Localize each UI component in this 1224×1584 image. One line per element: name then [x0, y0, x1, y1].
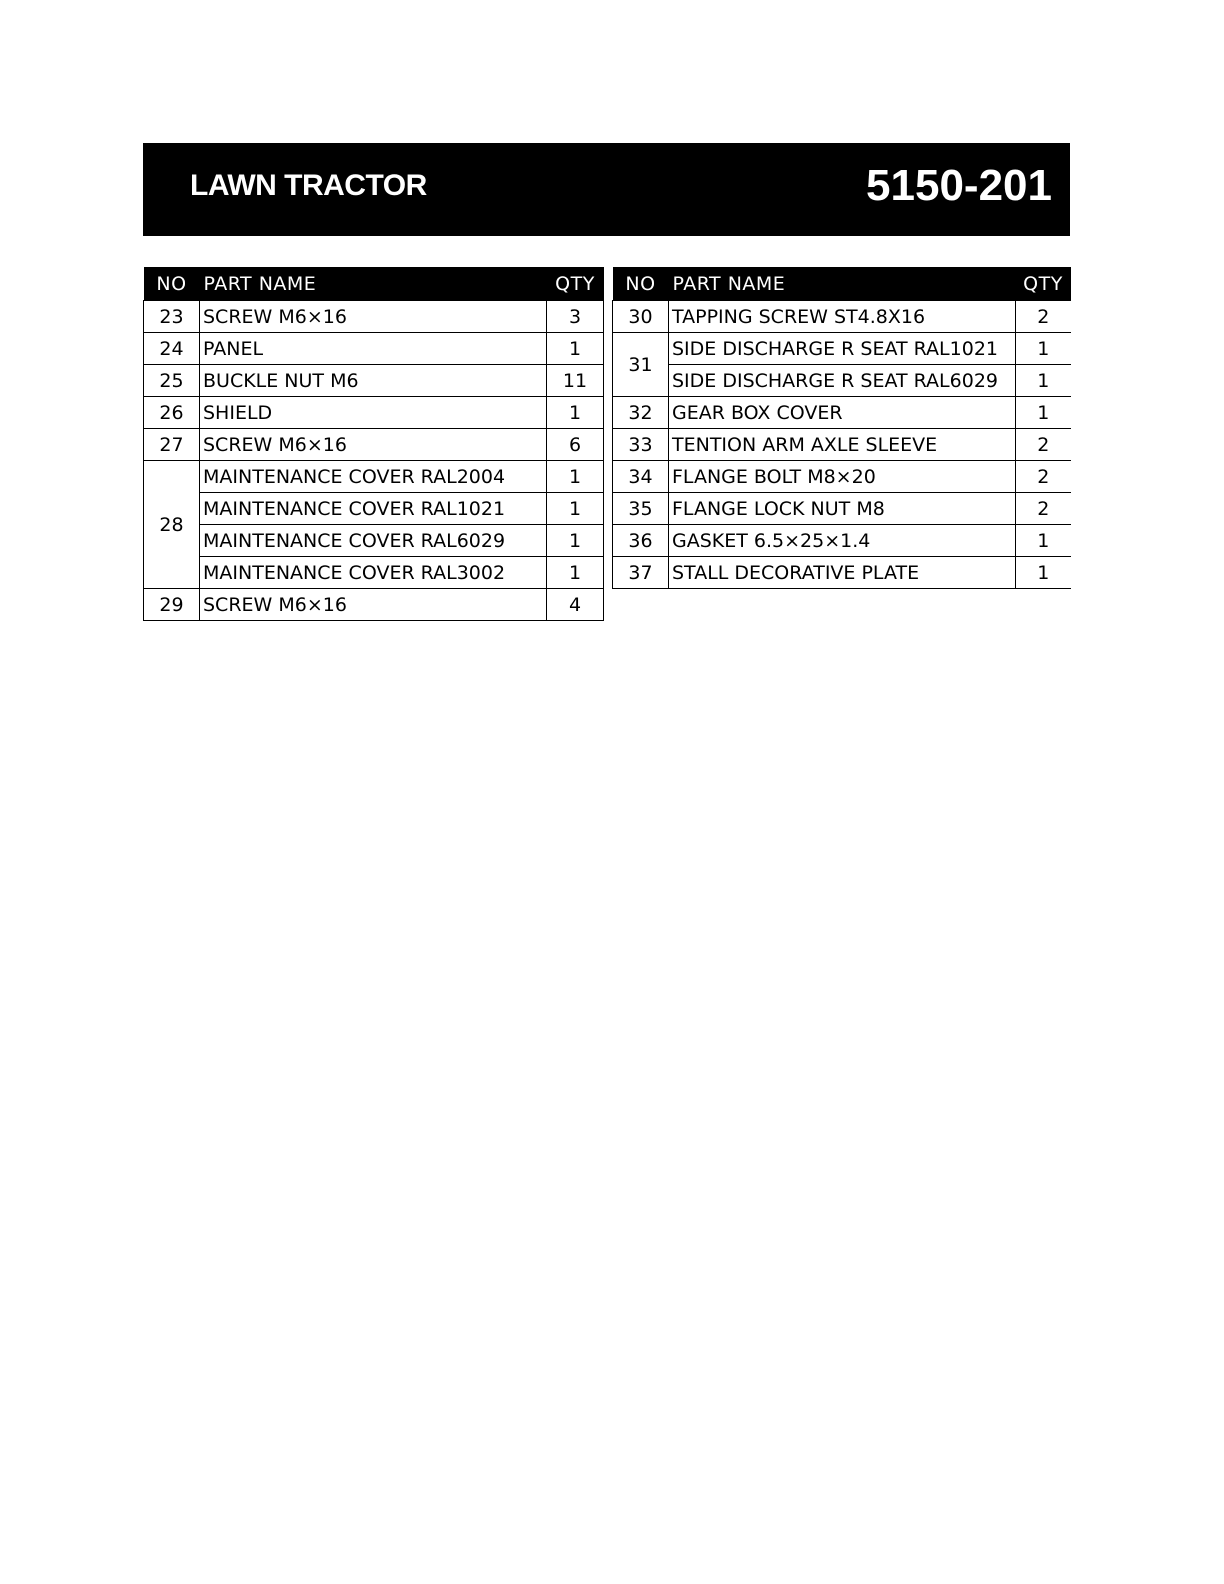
table-row	[613, 365, 1071, 397]
table-row	[613, 429, 1071, 461]
table-header-row	[144, 267, 604, 301]
part-qty: 6	[547, 429, 604, 461]
part-number: 31	[613, 333, 669, 397]
table-row	[144, 429, 604, 461]
part-name: SCREW M6×16	[200, 429, 547, 461]
model-code: 5150-201	[866, 161, 1052, 210]
table-row	[144, 333, 604, 365]
table-row	[613, 461, 1071, 493]
table-header-row	[613, 267, 1071, 301]
part-name: SCREW M6×16	[200, 589, 547, 621]
table-row	[144, 301, 604, 333]
table-row	[144, 365, 604, 397]
table-row	[613, 333, 1071, 365]
part-name: GEAR BOX COVER	[669, 397, 1016, 429]
part-name: PANEL	[200, 333, 547, 365]
part-name: MAINTENANCE COVER RAL2004	[200, 461, 547, 493]
part-name: SIDE DISCHARGE R SEAT RAL1021	[669, 333, 1016, 365]
part-qty: 1	[547, 525, 604, 557]
column-header-qty: QTY	[547, 267, 604, 301]
part-name: FLANGE LOCK NUT M8	[669, 493, 1016, 525]
part-qty: 1	[1016, 333, 1071, 365]
part-name: STALL DECORATIVE PLATE	[669, 557, 1016, 589]
part-qty: 2	[1016, 493, 1071, 525]
part-name: MAINTENANCE COVER RAL6029	[200, 525, 547, 557]
part-qty: 2	[1016, 429, 1071, 461]
part-qty: 1	[1016, 525, 1071, 557]
column-header-no: NO	[144, 267, 200, 301]
page-title: LAWN TRACTOR	[190, 169, 427, 202]
part-number: 36	[613, 525, 669, 557]
part-number: 30	[613, 301, 669, 333]
parts-table-left	[143, 267, 604, 621]
part-qty: 11	[547, 365, 604, 397]
column-header-no: NO	[613, 267, 669, 301]
header-bar	[143, 143, 1070, 236]
part-number: 32	[613, 397, 669, 429]
part-qty: 3	[547, 301, 604, 333]
part-qty: 1	[547, 333, 604, 365]
part-number: 26	[144, 397, 200, 429]
table-row	[144, 525, 604, 557]
part-name: SCREW M6×16	[200, 301, 547, 333]
table-row	[144, 493, 604, 525]
table-row	[144, 589, 604, 621]
column-header-qty: QTY	[1016, 267, 1071, 301]
part-name: BUCKLE NUT M6	[200, 365, 547, 397]
part-qty: 1	[547, 461, 604, 493]
part-number: 27	[144, 429, 200, 461]
part-number: 37	[613, 557, 669, 589]
part-number: 24	[144, 333, 200, 365]
table-row	[144, 397, 604, 429]
part-qty: 1	[1016, 365, 1071, 397]
part-qty: 1	[547, 557, 604, 589]
part-number: 33	[613, 429, 669, 461]
part-qty: 1	[1016, 557, 1071, 589]
part-number: 23	[144, 301, 200, 333]
part-name: SHIELD	[200, 397, 547, 429]
part-number: 34	[613, 461, 669, 493]
column-header-part-name: PART NAME	[669, 267, 1016, 301]
table-row	[613, 397, 1071, 429]
part-number: 35	[613, 493, 669, 525]
part-name: SIDE DISCHARGE R SEAT RAL6029	[669, 365, 1016, 397]
table-row	[613, 557, 1071, 589]
part-name: TAPPING SCREW ST4.8X16	[669, 301, 1016, 333]
table-row	[144, 461, 604, 493]
part-name: GASKET 6.5×25×1.4	[669, 525, 1016, 557]
part-number: 28	[144, 461, 200, 589]
part-name: TENTION ARM AXLE SLEEVE	[669, 429, 1016, 461]
part-qty: 1	[547, 397, 604, 429]
part-number: 25	[144, 365, 200, 397]
part-qty: 1	[547, 493, 604, 525]
part-qty: 4	[547, 589, 604, 621]
part-qty: 2	[1016, 461, 1071, 493]
part-name: FLANGE BOLT M8×20	[669, 461, 1016, 493]
part-name: MAINTENANCE COVER RAL1021	[200, 493, 547, 525]
part-qty: 1	[1016, 397, 1071, 429]
table-row	[613, 525, 1071, 557]
table-row	[613, 493, 1071, 525]
part-number: 29	[144, 589, 200, 621]
parts-table-right	[612, 267, 1071, 589]
table-row	[613, 301, 1071, 333]
column-header-part-name: PART NAME	[200, 267, 547, 301]
table-row	[144, 557, 604, 589]
part-qty: 2	[1016, 301, 1071, 333]
part-name: MAINTENANCE COVER RAL3002	[200, 557, 547, 589]
